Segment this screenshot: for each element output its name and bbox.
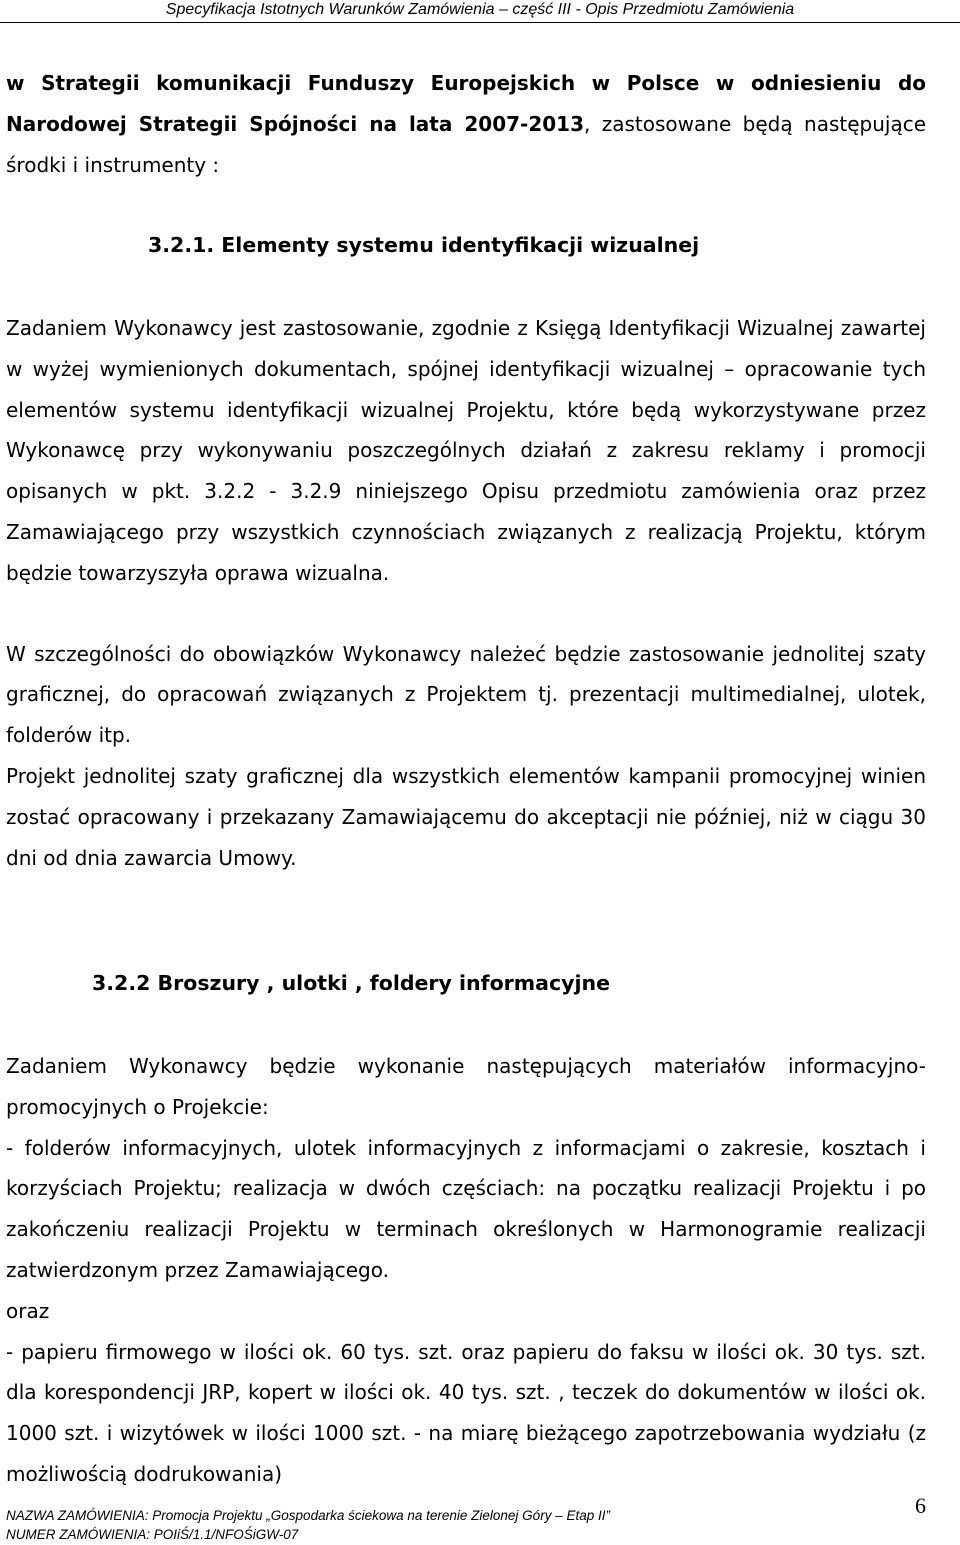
section-2-paragraph: oraz [6,1298,50,1323]
section-2-body [6,1046,926,1495]
intro-paragraph [6,63,926,185]
section-2-list-item: - folderów informacyjnych, ulotek informacyjnych z informacjami o zakresie, kosztach i korzyściach Projektu; realizacja w dwóch częściach: na początku realizacji Projektu i po zakończeniu realizacji Projektu w terminach określonych w Harmonogramie realizacji zatwierdzonym przez Zamawiającego. [6,1135,926,1282]
section-heading-3-2-2: 3.2.2 Broszury , ulotki , foldery informacyjne [92,971,610,995]
header-divider [0,22,960,23]
section-2-list-item: - papieru firmowego w ilości ok. 60 tys. szt. oraz papieru do faksu w ilości ok. 30 tys. szt. dla korespondencji JRP, kopert w ilości ok. 40 tys. szt. , teczek do dokumentów w ilości ok. 1000 szt. i wizytówek w ilości 1000 szt. - na miarę bieżącego zapotrzebowania wydziału (z możliwością dodrukowania) [6,1339,926,1486]
intro-rest-text: , zastosowane będą następujące środki i instrumenty : [6,111,926,177]
intro-bold-text: w Strategii komunikacji Funduszy Europejskich w Polsce w odniesieniu do Narodowej Strategii Spójności na lata 2007-2013 [6,71,926,136]
intro-block [6,63,926,185]
running-header: Specyfikacja Istotnych Warunków Zamówienia – część III - Opis Przedmiotu Zamówienia [165,1,795,18]
section-1-paragraph: Zadaniem Wykonawcy jest zastosowanie, zgodnie z Księgą Identyfikacji Wizualnej zawartej w wyżej wymienionych dokumentach, spójnej identyfikacji wizualnej – opracowanie tych elementów systemu identyfikacji wizualnej Projektu, które będą wykorzystywane przez Wykonawcę przy wykonywaniu poszczególnych działań z zakresu reklamy i promocji opisanych w pkt. 3.2.2 - 3.2.9 niniejszego Opisu przedmiotu zamówienia oraz przez Zamawiającego przy wszystkich czynnościach związanych z realizacją Projektu, którym będzie towarzyszyła oprawa wizualna. [6,316,926,585]
section-heading-3-2-1: 3.2.1. Elementy systemu identyfikacji wizualnej [148,233,700,257]
section-2-paragraph: Zadaniem Wykonawcy będzie wykonanie następujących materiałów informacyjno-promocyjnych o Projekcie: [6,1054,926,1119]
section-1-paragraph: Projekt jednolitej szaty graficznej dla wszystkich elementów kampanii promocyjnej winien zostać opracowany i przekazany Zamawiającemu do akceptacji nie później, niż w ciągu 30 dni od dnia zawarcia Umowy. [6,763,926,870]
page-number: 6 [915,1493,926,1518]
section-1-body [6,308,926,878]
section-1-paragraph: W szczególności do obowiązków Wykonawcy należeć będzie zastosowanie jednolitej szaty graficznej, do opracowań związanych z Projektem tj. prezentacji multimedialnej, ulotek, folderów itp. [6,641,926,748]
footer-order-name: NAZWA ZAMÓWIENIA: Promocja Projektu „Gospodarka ściekowa na terenie Zielonej Góry – Etap II” [6,1508,610,1523]
page-footer [6,1506,610,1544]
footer-order-number: NUMER ZAMÓWIENIA: POIiŚ/1.1/NFOŚiGW-07 [6,1527,299,1542]
